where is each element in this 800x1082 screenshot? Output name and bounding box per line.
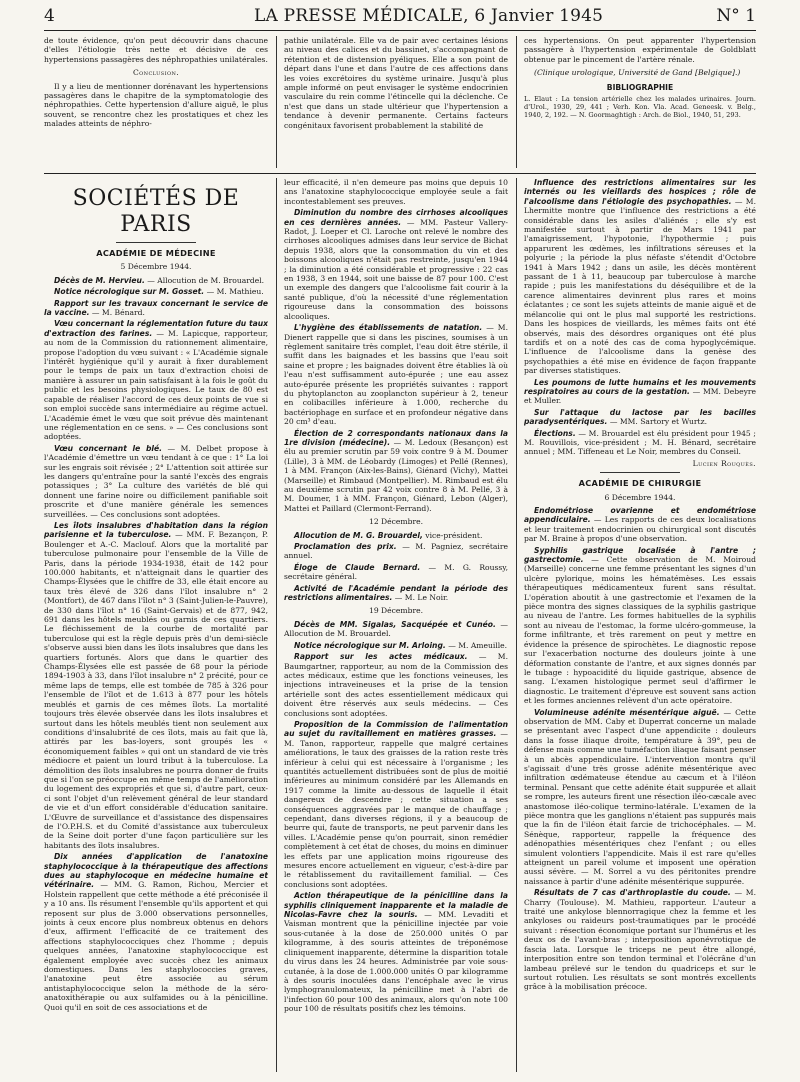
bibliography-text: L. Elaut : La tension artérielle chez les malades urinaires. Journ. d'Urol., 1930, 29, 441 ; Verh. Kon. Vla. Acad. Geneesk. v. Belg., 1940, 2, 192. — N. Goormaghtigh : Arch. de Biol., 1940, 51, 293. (524, 95, 756, 120)
entries-list (284, 531, 508, 603)
entry (284, 652, 508, 718)
entry (284, 720, 508, 889)
entry-text: — Cette observation de M. Moiroud (Marseille) concerne une femme présentant les signes d'un ulcère pylorique, moins les hématémèses. Les essais thérapeutiques médicamenteux furent sans résultat. L'opération aboutit à une gastrectomie et l'examen de la pièce montra des signes classiques de la syphilis gastrique au niveau de l'antre. Les formes habituelles de la syphilis sont au niveau de l'estomac, la forme ulcéro-gommeuse, la forme infiltrante, et très rarement on peut y mettre en évidence la présence de spirochètes. Le diagnostic repose sur l'exacerbation nocturne des douleurs jointe à une déformation constante de l'antre, et aux signes donnés par le tubage : hypoacidité du liquide gastrique, absence de sang. L'examen histologique permet seul d'affirmer le diagnostic. Le traitement d'épreuve est souvent sans action et les formes anciennes relèvent d'un acte opératoire. (524, 555, 756, 706)
entry-title: Influence des restrictions alimentaires sur les internés ou les vieillards des hospices ; rôle de l'alcoolisme dans l'étiologie des psychopathies. (524, 178, 756, 206)
entries-list (284, 208, 508, 513)
entry-title: Syphilis gastrique localisée à l'antre ; gastrectomie. (524, 545, 756, 565)
paragraph: pathie unilatérale. Elle va de pair avec certaines lésions au niveau des calices et du bassinet, s'accompagnant de rétention et de distension pyéliques. Elle a son point de départ dans l'une et dans l'autre de ces affections dans les voies excrétoires du système urinaire. Jusqu'à plus ample informé on peut envisager le système endocrinien vasculaire du rein comme l'étincelle qui la déclenche. Ce n'est que dans un stade ultérieur que l'hypertension a tendance à devenir permanente. Certains facteurs congénitaux favorisent probablement la stabilité de (284, 36, 508, 130)
entry-title: Diminution du nombre des cirrhoses alcooliques en ces dernières années. (284, 208, 508, 227)
entry-text: — M. Le Noir. (392, 593, 449, 603)
column-divider (276, 178, 277, 1072)
entry (284, 641, 508, 650)
entry (524, 546, 756, 706)
entry-text: — Cette observation de MM. Caby et Duperrat concerne un malade se présentant avec l'aspect d'une appendicite : douleurs dans la fosse iliaque droite, température à 39°, peu de défense mais comme une tuméfaction iliaque faisant penser à un abcès appendiculaire. L'intervention montra qu'il s'agissait d'une très grosse adénite mésentérique avec infiltration œdémateuse étendue au cæcum et à l'iléon terminal. Pensant que cette adénite était suppurée et allait se rompre, les auteurs firent une résection iléo-cæcale avec anastomose iléo-colique termino-latérale. L'examen de la pièce montra que les ganglions n'étaient pas suppurés mais que la fin de l'iléon était farcie de trichocéphales. — M. Sénèque, rapporteur, rappelle la fréquence des adénopathies mésentériques chez l'enfant ; ou elles simulent volontiers l'appendicite. Mais il est rare qu'elles atteignent un pareil volume et imposent une opération aussi sévère. — M. Sorrel a vu des péritonites prendre naissance à partir d'une adénite mésentérique suppurée. (524, 707, 756, 886)
entry-title: Résultats de 7 cas d'arthroplastie du coude. (534, 888, 731, 898)
entry-title: Rapport sur les actes médicaux. (294, 652, 468, 662)
entry-title: Activité de l'Académie pendant la période des restrictions alimentaires. (284, 583, 508, 603)
entry (524, 378, 756, 406)
entry-text: — Les rapports de ces deux localisations et leur traitement endocrinien ou chirurgical sont discutés par M. Braine à propos d'une observation. (524, 515, 756, 544)
entries-list (284, 620, 508, 1014)
entry-text: — MM. Pasteur Vallery-Radot, J. Loeper et Cl. Laroche ont relevé le nombre des cirrhoses alcooliques admises dans leur service de Bichat depuis 1938, alors que la consommation du vin et des boissons alcooliques n'était pas restreinte, jusqu'en 1944 ; la diminution a été considérable et progressive : 22 cas en 1938, 3 en 1944, soit une baisse de 87 pour 100. C'est un exemple des dangers que l'alcoolisme fait courir à la santé publique, d'où la nécessité d'une réglementation rigoureuse dans la consommation des boissons alcooliques. (284, 217, 508, 321)
entry-title: Volumineuse adénite mésentérique aiguë. (534, 707, 720, 717)
entry (284, 208, 508, 321)
issue-number: N° 1 (716, 6, 756, 26)
entry-title: Rapport sur les travaux concernant le service de la vaccine. (44, 298, 268, 318)
entry-text: — MM. Sartory et Wurtz. (607, 417, 707, 427)
entry (284, 584, 508, 603)
header-rule (44, 30, 756, 31)
societes-column-middle (284, 178, 508, 1074)
paragraph: Il y a lieu de mentionner dorénavant les hypertensions passagères dans le chapitre de la symptomatologie des néphropathies. Cette hypertension d'allure aiguë, le plus souvent, se rencontre chez les prostatiques et chez les malades atteints de néphro- (44, 81, 268, 129)
entry (524, 888, 756, 991)
societes-column-left (44, 178, 268, 1074)
entry (44, 276, 268, 285)
academy-heading: ACADÉMIE DE CHIRURGIE (578, 478, 702, 489)
section-rule (44, 173, 756, 174)
entry-title: Allocution de M. G. Brouardel, (294, 530, 423, 540)
entry-text: — M. Baumgartner, rapporteur, au nom de la Commission des actes médicaux, estime que les fonctions veineuses, les injections intraveineuses et la prise de la tension artérielle sont des actes essentiellement médicaux qui doivent être réservés aux seuls médecins. — Ces conclusions sont adoptées. (284, 652, 508, 718)
entry-title: Élection de 2 correspondants nationaux dans la 1re division (médecine). (284, 428, 508, 447)
entry (524, 506, 756, 544)
entry (284, 563, 508, 582)
entry-title: Élections. (534, 428, 576, 438)
section-title: SOCIÉTÉS DE PARIS (72, 186, 240, 237)
entry (524, 708, 756, 887)
entry-title: Notice nécrologique sur M. Gosset. (54, 287, 205, 297)
entry (44, 287, 268, 296)
entry-title: Dix années d'application de l'anatoxine staphylococcique à la thérapeutique des affections dues au staphylocoque en médecine humaine et vétérinaire. (44, 852, 268, 890)
entry-title: Décès de MM. Sigalas, Sacquépée et Cunéo. (294, 619, 496, 629)
entry-text: — MM. Levaditi et Vaisman montrent que la pénicilline injectée par voie sous-cutanée à la dose de 250.000 unités O par kilogramme, à des souris atteintes de tréponémose cliniquement inapparente, détermine la disparition totale du virus dans les 24 heures. Administrée par voie sous-cutanée, à la dose de 1.000.000 unités O par kilogramme à des souris inoculées dans l'encéphale avec le virus lymphogranulomateux, la pénicilline met à l'abri de l'infection 60 pour 100 des animaux, alors qu'on note 100 pour 100 de résultats positifs chez les témoins. (284, 910, 508, 1014)
entry (44, 299, 268, 318)
entry (284, 323, 508, 426)
entry (284, 620, 508, 639)
session-date: 6 Décembre 1944. (604, 492, 676, 502)
entry-title: Sur l'attaque du lactose par les bacilles paradysentériques. (524, 407, 756, 427)
entry-text: — M. Brouardel est élu président pour 1945 ; M. Rouvillois, vice-président ; M. H. Bénard, secrétaire annuel ; MM. Tiffeneau et Le Noir, membres du Conseil. (524, 428, 756, 457)
conclusion-heading: Conclusion. (132, 68, 180, 78)
entry (284, 542, 508, 561)
entries-list (524, 178, 756, 457)
article-end-col-1 (44, 36, 268, 168)
session-date: 5 Décembre 1944. (120, 262, 192, 272)
entry-title: Vœu concernant le blé. (54, 443, 163, 453)
article-end-col-3 (524, 36, 756, 168)
entry-title: Proclamation des prix. (294, 542, 397, 552)
entry-text: — Allocution de M. Brouardel. (284, 619, 508, 639)
entry-text: — MM. Debeyre et Muller. (524, 386, 756, 406)
author-signature: Lucien Rouquès. (692, 458, 756, 468)
entry-text: vice-président. (422, 530, 483, 540)
entry (284, 531, 508, 540)
entry-text: — MM. F. Bezançon, P. Boulenger et A.-C. Maclouf. Alors que la mortalité par tuberculose pulmonaire pour l'ensemble de la Ville de Paris, dans la période 1934-1938, était de 142 pour 100.000 habitants, et n'atteignait dans le quartier des Champs-Élysées que le chiffre de 33, elle était encore au taux très élevé de 326 dans l'îlot insalubre n° 2 (Montfort), de 467 dans l'îlot n° 3 (Saint-Julien-le-Pauvre), de 330 dans l'îlot n° 16 (Saint-Gervais) et de 877, 942, 691 dans les hôtels meublés ou garnis de ces quartiers. Le fléchissement de la courbe de mortalité par tuberculose qui est la règle depuis près d'un demi-siècle s'observe aussi bien dans les îlots insalubres que dans les quartiers fortunés. Alors que dans le quartier des Champs-Élysées elle est passée de 68 pour la période 1894-1903 à 33, dans l'îlot insalubre n° 2 précité, pour ce même laps de temps, elle est tombée de 785 à 326 pour l'ensemble de l'îlot et de 1.613 à 877 pour les hôtels meublés et garnis de ces mêmes îlots. La mortalité toujours très élevée observée dans les îlots insalubres et surtout dans les hôtels meublés tient non seulement aux conditions d'insalubrité de ces îlots, mais au fait que là, attirés par les bas-loyers, sont groupés les « économiquement faibles » qui ont un standard de vie très médiocre et paient un lourd tribut à la tuberculose. La démolition des îlots insalubres ne pourra donner de fruits que si l'on se préoccupe en même temps de l'amélioration du logement des expropriés et que si, d'autre part, ceux-ci sont l'objet d'un relèvement général de leur standard de vie et d'un effort considérable d'éducation sanitaire. L'Œuvre de surveillance et d'assistance des dispensaires de l'O.P.H.S. et du Comité d'assistance aux tuberculeux de la Seine doit porter d'une façon particulière sur les habitants des îlots insalubres. (44, 530, 268, 850)
entry-title: Éloge de Claude Bernard. (294, 562, 421, 572)
entry-text: — M. Ameuille. (445, 640, 508, 650)
entry-text: — M. Pagniez, secrétaire annuel. (284, 542, 508, 561)
entry-title: L'hygiène des établissements de natation. (294, 323, 483, 333)
entry (44, 521, 268, 850)
entry-text: — MM. G. Ramon, Richou, Mercier et Holstein rappellent que cette méthode a été préconisée il y a 10 ans. Ils résument l'ensemble qu'ils apportent et qui reposent sur plus de 3.000 observations personnelles, joints à ceux encore plus nombreux obtenus en dehors d'eux, affirment l'efficacité de ce traitement des affections staphylococciques chez l'homme ; depuis quelques années, l'anatoxine staphylococcique est également employée avec succès chez les animaux domestiques. Dans les staphylococcies graves, l'anatoxine peut être associée au sérum antistaphylococcique selon la méthode de la séro-anatoxithérapie ou aux sulfamides ou à la pénicilline. Quoi qu'il en soit de ces associations et de (44, 880, 268, 1012)
entry-title: Vœu concernant la réglementation future du taux d'extraction des farines. (44, 319, 268, 338)
entry-text: — M. Delbet propose à l'Académie d'émettre un vœu tendant à ce que : 1° La loi sur les engrais soit révisée ; 2° L'attention soit attirée sur les dangers qu'entraîne pour la santé l'excès des engrais potassiques ; 3° La culture des variétés de blé qui donnent une farine noire ou difficilement panifiable soit proscrite et d'une manière générale les semences surveillées. — Ces conclusions sont adoptées. (44, 443, 268, 519)
entry-title: Notice nécrologique sur M. Arloing. (294, 640, 446, 650)
session-date: 19 Décembre. (368, 606, 423, 616)
academy-heading: ACADÉMIE DE MÉDECINE (96, 248, 216, 258)
entry-text: — M. Lhermitte montre que l'influence des restrictions a été considérable dans les asiles d'aliénés ; elle s'y est manifestée surtout à partir de Mars 1941 par l'amaigrissement, l'hypotonie, l'hypothermie ; puis apparurent les œdèmes, les infiltrations séreuses et la polyurie ; la période la plus néfaste s'étendit d'Octobre 1941 à Mars 1942 ; dans un asile, les décès montèrent passant de 1 à 11, beaucoup par tuberculose à marche rapide ; puis les manifestations du déséquilibre et de la carence alimentaires devinrent plus rares et moins éclatantes ; ce sont les sujets atteints de manie aiguë et de mélancolie qui ont le plus mal supporté les restrictions. Dans les hospices de vieillards, les mêmes faits ont été observés, mais des désordres organiques ont été plus tardifs et on a noté des cas de coma hypoglycémique. L'influence de l'alcoolisme dans la genèse des psychopathies a été mise en évidence de façon frappante par diverses statistiques. (524, 196, 756, 376)
entry (524, 429, 756, 457)
entry-title: Les poumons de lutte humains et les mouvements respiratoires au cours de la gestation. (524, 377, 756, 396)
title-rule (116, 242, 196, 243)
entry-text: — M. Dienert rappelle que si dans les piscines, soumises à un règlement sanitaire très complet, l'eau doit être stérile, il suffit dans les baignades et les bassins que l'eau soit saine et propre ; les baignades doivent être établies là où l'eau n'est suffisamment auto-épurée ; une eau assez auto-épurée présente les propriétés suivantes : rapport du phytoplancton au zooplancton supérieur à 2, teneur en colibacilles inférieure à 1.000, recherche du bactériophage en surface et en profondeur négative dans 20 cm³ d'eau. (284, 323, 508, 427)
entry (44, 319, 268, 441)
page-number: 4 (44, 6, 55, 26)
paragraph: leur efficacité, il n'en demeure pas moins que depuis 10 ans l'anatoxine staphylococcique employée seule a fait incontestablement ses preuves. (284, 178, 508, 206)
entry-title: Décès de M. Hervieu. (54, 275, 145, 285)
entries-list (524, 506, 756, 992)
entry-text: — M. Lapicque, rapporteur, au nom de la Commission du rationnement alimentaire, propose l'adoption du vœu suivant : « L'Académie signale l'intérêt hygiénique qu'il y aurait à fixer durablement pour le temps de paix un taux d'extraction choisi de manière à assurer un pain satisfaisant à la fois le goût du public et les besoins physiologiques. Le taux de 80 est capable de réaliser l'accord de ces deux points de vue si son emploi succède sans intermédiaire au régime actuel. L'Académie émet le vœu que soit prévue dès maintenant une réglementation en ce sens. » — Ces conclusions sont adoptées. (44, 328, 268, 442)
clinic-affiliation: (Clinique urologique, Université de Gand [Belgique].) (534, 68, 741, 78)
entry-text: — M. G. Roussy, secrétaire général. (284, 562, 508, 582)
column-divider (516, 36, 517, 168)
running-header (44, 6, 756, 30)
societes-column-right (524, 178, 756, 1074)
entry (524, 178, 756, 376)
paragraph: de toute évidence, qu'on peut découvrir dans chacune d'elles l'étiologie très nette et décisive de ces hypertensions passagères des néphropathies unilatérales. (44, 36, 268, 64)
entry-text: — M. Mathieu. (204, 287, 264, 297)
paragraph: ces hypertensions. On peut apparenter l'hypertension passagère à l'hypertension expérimentale de Goldblatt obtenue par le pincement de l'artère rénale. (524, 36, 756, 64)
entry (44, 444, 268, 519)
entry-title: Endométriose ovarienne et endométriose appendiculaire. (524, 506, 756, 525)
entry (524, 408, 756, 427)
column-divider (516, 178, 517, 1072)
entry-text: — M. Charry (Toulouse). M. Mathieu, rapporteur. L'auteur a traité une ankylose blennorragique chez la femme et les ankyloses ou raideurs post-traumatiques par le procédé suivant : résection économique portant sur l'humérus et les deux os de l'avant-bras ; interposition aponévrotique de fascia lata. Lorsque le triceps ne peut être allongé, interposition entre son tendon terminal et l'olécrâne d'un lambeau prélevé sur le tendon du quadriceps et sur le surtout rotulien. Les résultats se sont montrés excellents grâce à la mobilisation précoce. (524, 888, 756, 992)
entry-text: — M. Tanon, rapporteur, rappelle que malgré certaines améliorations, le taux des graisses de la ration reste très inférieur à celui qui est nécessaire à l'organisme ; les quantités actuellement distribuées sont de plus de moitié inférieures au minimum considéré par les Allemands en 1917 comme la limite au-dessous de laquelle il était dangereux de descendre ; cette situation a ses conséquences aggravées par le manque de chauffage ; cependant, dans diverses régions, il y a beaucoup de beurre qui, faute de transports, ne peut parvenir dans les villes. L'Académie pense qu'on pourrait, sinon remédier complètement à cet état de choses, du moins en diminuer les effets par une application moins rigoureuse des mesures encore actuellement en vigueur, c'est-à-dire par le rétablissement du ravitaillement familial. — Ces conclusions sont adoptées. (284, 729, 508, 889)
session-date: 12 Décembre. (368, 517, 423, 527)
entry-text: — Allocution de M. Brouardel. (144, 275, 265, 285)
entry (44, 852, 268, 1012)
journal-title: LA PRESSE MÉDICALE, 6 Janvier 1945 (254, 6, 604, 26)
entries-list (44, 276, 268, 1012)
entry-text: — M. Ledoux (Besançon) est élu au premier scrutin par 59 voix contre 9 à M. Doumer (Lille), 3 à MM. de Léobardy (Limoges) et Pellé (Rennes), 1 à MM. Françon (Aix-les-Bains), Giénard (Vichy), Mattei (Marseille) et Rimbaud (Montpellier). M. Rimbaud est élu au deuxième scrutin par 42 voix contre 8 à M. Pellé, 3 à M. Doumer, 1 à MM. Françon, Giénard, Lebon (Alger), Mattei et Paillard (Clermont-Ferrand). (284, 437, 508, 513)
entry-title: Action thérapeutique de la pénicilline dans la syphilis cliniquement inapparente et la maladie de Nicolas-Favre chez la souris. (284, 891, 508, 920)
entry (284, 429, 508, 514)
entry-title: Proposition de la Commission de l'alimentation au sujet du ravitaillement en matières grasses. (284, 719, 508, 739)
column-divider (276, 36, 277, 168)
bibliography-heading: BIBLIOGRAPHIE (606, 82, 674, 92)
separator-rule (600, 472, 680, 473)
entry-text: — M. Bénard. (89, 308, 145, 318)
entry-title: Les îlots insalubres d'habitation dans la région parisienne et la tuberculose. (44, 520, 268, 540)
article-end-col-2 (284, 36, 508, 168)
entry (284, 891, 508, 1013)
